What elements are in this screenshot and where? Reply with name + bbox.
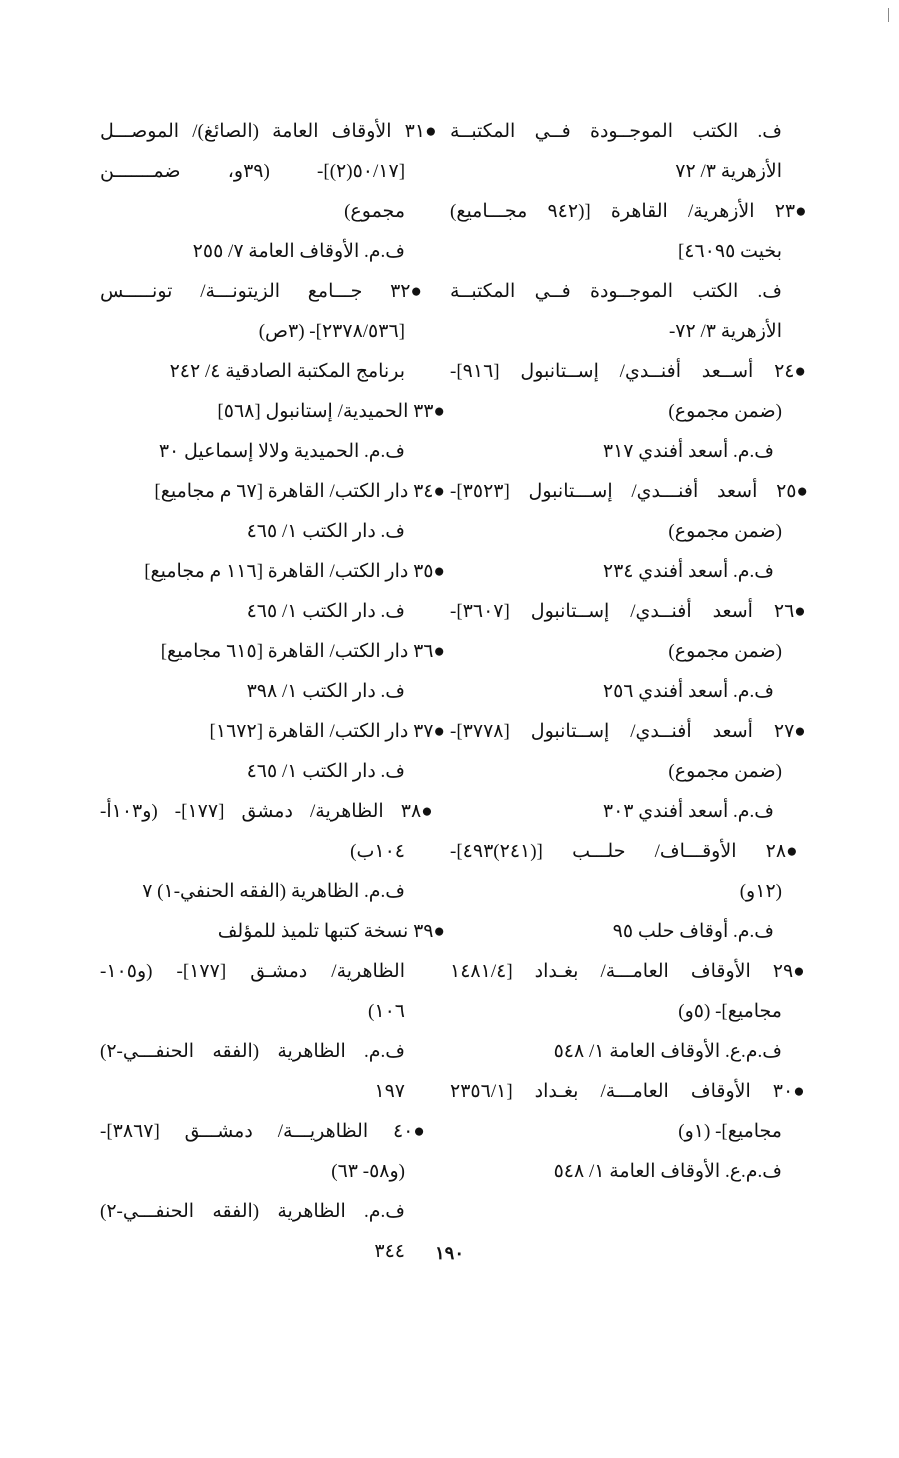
catalog-entry (450, 832, 822, 912)
catalog-entry (100, 112, 445, 232)
entry-line: ●٢٥ أسعد أفنـــدي/ إســـتانبول [٣٥٢٣]- (450, 481, 822, 502)
right-column (450, 112, 822, 1192)
entry-line: (ضمن مجموع) (668, 401, 782, 422)
entry-line: (ضمن مجموع) (668, 641, 782, 662)
entry-line: ●٣٣ الحميدية/ إستانبول [٥٦٨] (217, 401, 445, 422)
catalog-entry (100, 232, 445, 272)
catalog-entry (450, 952, 822, 1032)
entry-line: ف.م.ع. الأوقاف العامة ١/ ٥٤٨ (553, 1041, 782, 1062)
entry-line: ف. الكتب الموجــودة فــي المكتبــة (450, 121, 782, 142)
entry-line: ف.م.ع. الأوقاف العامة ١/ ٥٤٨ (553, 1161, 782, 1182)
catalog-entry (450, 672, 822, 712)
entry-line: ●٢٩ الأوقاف العامـــة/ بغـداد [١٤٨١/٤ (450, 961, 822, 982)
catalog-entry (450, 1032, 822, 1072)
catalog-entry (100, 672, 445, 712)
entry-line: ف. دار الكتب ١/ ٤٦٥ (246, 601, 405, 622)
catalog-entry (450, 792, 822, 832)
entry-line: [٢٣٧٨/٥٣٦]- (٣ص) (258, 321, 405, 342)
left-column (100, 112, 445, 1272)
catalog-entry (100, 712, 445, 752)
entry-line: ٣٤٤ (374, 1241, 405, 1262)
entry-line: ف.م. أسعد أفندي ٢٥٦ (602, 681, 774, 702)
catalog-entry (100, 392, 445, 432)
entry-line: ف. الكتب الموجــودة فــي المكتبــة (450, 281, 782, 302)
entry-line: ●٣٩ نسخة كتبها تلميذ للمؤلف (217, 921, 445, 942)
entry-line: ف.م. الحميدية ولالا إسماعيل ٣٠ (158, 441, 405, 462)
entry-line: الظاهرية/ دمشـق [١٧٧]- (و١٠٥- (100, 961, 405, 982)
entry-line: ف.م. أوقاف حلب ٩٥ (612, 921, 774, 942)
entry-line: ●٣٢ جـــامع الزيتونـــة/ تونـــــس (100, 281, 445, 302)
catalog-entry (450, 112, 822, 192)
entry-line: الأزهرية ٣/ ٧٢ (675, 161, 782, 182)
entry-line: (١٢و) (739, 881, 782, 902)
entry-line: (ضمن مجموع) (668, 761, 782, 782)
entry-line: ●٣٠ الأوقاف العامـــة/ بغـداد [٢٣٥٦/١ (450, 1081, 822, 1102)
catalog-entry (450, 472, 822, 552)
catalog-entry (450, 552, 822, 592)
catalog-entry (450, 1152, 822, 1192)
entry-line: ●٢٨ الأوقـــاف/ حلـــب [(٢٤١)٤٩٣]- (450, 841, 822, 862)
catalog-entry (450, 192, 822, 272)
catalog-entry (100, 352, 445, 392)
catalog-entry (100, 872, 445, 912)
catalog-entry (450, 592, 822, 672)
page-number: ١٩٠ (434, 1243, 464, 1263)
catalog-entry (100, 552, 445, 592)
entry-line: ●٢٧ أسعد أفنــدي/ إســتانبول [٣٧٧٨]- (450, 721, 822, 742)
entry-line: ف.م. أسعد أفندي ٣١٧ (602, 441, 774, 462)
entry-line: ●٢٤ أســعد أفنــدي/ إســتانبول [٩١٦]- (450, 361, 822, 382)
entry-line: (و٥٨- ٦٣) (331, 1161, 405, 1182)
entry-line: الأزهرية ٣/ ٧٢- (668, 321, 782, 342)
entry-line: ف.م. الظاهرية (الفقه الحنفي-١) ٧ (142, 881, 405, 902)
entry-line: ف.م. الظاهرية (الفقه الحنفـــي-٢) (100, 1041, 405, 1062)
entry-line: ●٣٤ دار الكتب/ القاهرة [٦٧ م مجاميع] (154, 481, 445, 502)
entry-line: ●٢٦ أسعد أفنــدي/ إســتانبول [٣٦٠٧]- (450, 601, 822, 622)
catalog-entry (450, 272, 822, 352)
entry-line: ●٣٨ الظاهرية/ دمشق [١٧٧]- (و١٠٣أ- (100, 801, 445, 822)
entry-line: بخيت ٤٦٠٩٥] (677, 241, 782, 262)
catalog-entry (100, 472, 445, 512)
catalog-entry (100, 1112, 445, 1192)
catalog-entry (100, 912, 445, 1032)
entry-line: ف. دار الكتب ١/ ٤٦٥ (246, 761, 405, 782)
catalog-entry (100, 432, 445, 472)
entry-line: ف.م. الأوقاف العامة ٧/ ٢٥٥ (192, 241, 405, 262)
catalog-entry (450, 1072, 822, 1152)
entry-line: ●٣٦ دار الكتب/ القاهرة [٦١٥ مجاميع] (160, 641, 445, 662)
catalog-entry (100, 512, 445, 552)
entry-line: مجاميع]- (١و) (678, 1121, 782, 1142)
entry-line: ١٩٧ (374, 1081, 405, 1102)
entry-line: ف.م. الظاهرية (الفقه الحنفـــي-٢) (100, 1201, 405, 1222)
catalog-entry (100, 792, 445, 872)
entry-line: ف.م. أسعد أفندي ٢٣٤ (602, 561, 774, 582)
entry-line: ١٠٦) (368, 1001, 405, 1022)
catalog-entry (450, 712, 822, 792)
entry-line: مجموع) (344, 201, 405, 222)
entry-line: مجاميع]- (٥و) (678, 1001, 782, 1022)
entry-line: برنامج المكتبة الصادقية ٤/ ٢٤٢ (169, 361, 405, 382)
entry-line: ●٣٧ دار الكتب/ القاهرة [١٦٧٢] (209, 721, 445, 742)
entry-line: ●٣٥ دار الكتب/ القاهرة [١١٦ م مجاميع] (144, 561, 445, 582)
entry-line: ف. دار الكتب ١/ ٣٩٨ (246, 681, 405, 702)
catalog-entry (100, 752, 445, 792)
catalog-entry (100, 272, 445, 352)
catalog-entry (450, 432, 822, 472)
entry-line: (ضمن مجموع) (668, 521, 782, 542)
entry-line: [٥٠/١٧(٢)]- (٣٩و، ضمـــــــن (100, 161, 406, 182)
catalog-entry (100, 1032, 445, 1112)
entry-line: ف. دار الكتب ١/ ٤٦٥ (246, 521, 405, 542)
catalog-entry (100, 632, 445, 672)
catalog-entry (450, 912, 822, 952)
corner-mark (885, 8, 889, 22)
entry-line: ف.م. أسعد أفندي ٣٠٣ (602, 801, 774, 822)
entry-line: ●٢٣ الأزهرية/ القاهرة [(٩٤٢ مجـــاميع) (450, 201, 822, 222)
entry-line: ●٣١ الأوقاف العامة (الصائغ)/ الموصـــل (100, 121, 445, 142)
catalog-entry (450, 352, 822, 432)
entry-line: ١٠٤ب) (350, 841, 405, 862)
catalog-entry (100, 592, 445, 632)
entry-line: ●٤٠ الظاهريـــة/ دمشـــق [٣٨٦٧]- (100, 1121, 445, 1142)
